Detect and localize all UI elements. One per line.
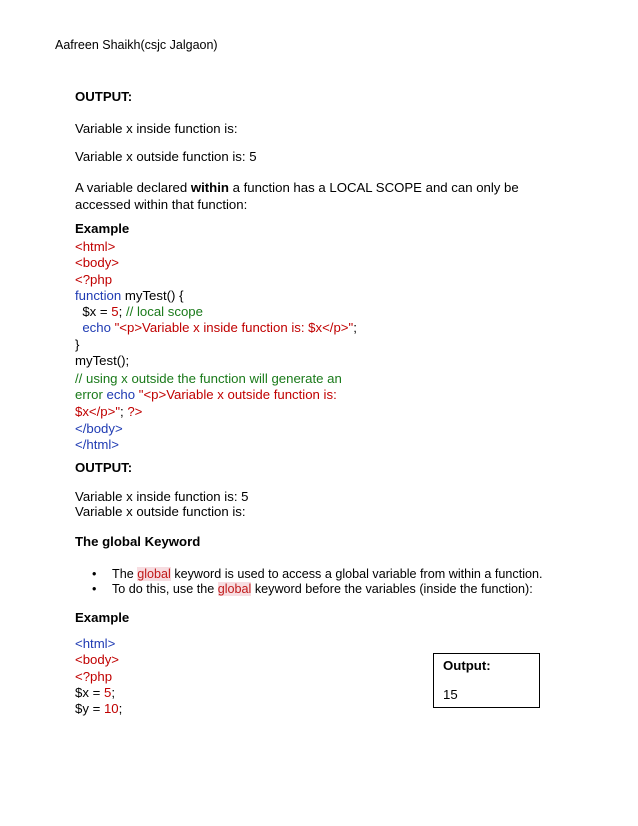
bullet-icon: •: [92, 582, 97, 596]
code-string: "<p>Variable x outside function is:: [135, 387, 337, 403]
code-number: 10: [103, 701, 119, 717]
paragraph-text: A variable declared: [75, 180, 191, 195]
code-string: $x</p>": [75, 403, 121, 419]
code-number: 5: [111, 304, 119, 320]
code-body-close: </body>: [75, 421, 123, 436]
code-php-open: <?php: [75, 668, 113, 684]
code-php-close: ?>: [123, 403, 143, 419]
page-header-author: Aafreen Shaikh(csjc Jalgaon): [55, 38, 218, 52]
output-line: Variable x inside function is: 5: [75, 489, 249, 504]
code-body-open: <body>: [75, 255, 119, 271]
output-box: [433, 653, 540, 708]
paragraph-text: a function has a LOCAL SCOPE and can only be accessed within that function:: [75, 180, 519, 212]
bullet-list: [92, 567, 543, 597]
highlighted-keyword: global: [217, 582, 252, 596]
output-heading: OUTPUT:: [75, 89, 133, 104]
output-line: Variable x outside function is: 5: [75, 149, 257, 164]
code-comment: // using x outside the function will generate an: [75, 371, 342, 386]
output-box-value: 15: [443, 687, 458, 702]
code-echo-keyword: echo: [75, 320, 111, 336]
output-line: Variable x inside function is:: [75, 121, 238, 136]
bullet-text: To do this, use the: [112, 582, 218, 596]
code-comment: error: [75, 387, 103, 403]
code-string: "<p>Variable x inside function is: $x</p>": [110, 320, 354, 336]
bullet-item: [92, 567, 543, 582]
code-semicolon: ;: [111, 684, 115, 700]
code-echo-keyword: echo: [102, 387, 136, 403]
example-heading: Example: [75, 610, 130, 625]
code-assignment: $x =: [75, 304, 112, 320]
example-heading: Example: [75, 221, 130, 236]
code-function-keyword: function: [75, 287, 122, 303]
output-box-title: Output:: [443, 658, 491, 673]
paragraph-bold-text: within: [190, 180, 229, 195]
code-assignment: $y =: [75, 701, 104, 717]
code-semicolon: ;: [120, 403, 124, 419]
bullet-icon: •: [92, 567, 97, 581]
output-heading: OUTPUT:: [75, 460, 133, 475]
bullet-text: The: [112, 567, 138, 581]
code-html-open: <html>: [75, 636, 116, 651]
code-body-open: <body>: [75, 652, 119, 668]
code-block: [75, 636, 122, 717]
section-heading: The global Keyword: [75, 534, 201, 549]
highlighted-keyword: global: [137, 567, 171, 581]
bullet-text: keyword before the variables (inside the function):: [251, 582, 533, 596]
code-function-call: myTest();: [75, 353, 130, 369]
code-assignment: $x =: [75, 684, 104, 700]
code-semicolon: ;: [118, 701, 123, 717]
code-block: [75, 421, 123, 454]
code-function-signature: myTest() {: [121, 287, 184, 303]
local-scope-paragraph: [75, 179, 565, 213]
bullet-item: [92, 582, 543, 597]
code-comment: // local scope: [122, 304, 203, 320]
code-close-brace: }: [75, 336, 80, 352]
code-block: [75, 239, 357, 369]
code-php-open: <?php: [75, 271, 113, 287]
code-html-open: <html>: [75, 239, 116, 254]
code-semicolon: ;: [353, 320, 357, 336]
output-line: Variable x outside function is:: [75, 504, 246, 519]
code-semicolon: ;: [118, 304, 123, 320]
code-html-close: </html>: [75, 437, 119, 453]
code-block: [75, 371, 342, 420]
code-number: 5: [103, 684, 112, 700]
bullet-text: keyword is used to access a global variable from within a function.: [170, 567, 543, 581]
